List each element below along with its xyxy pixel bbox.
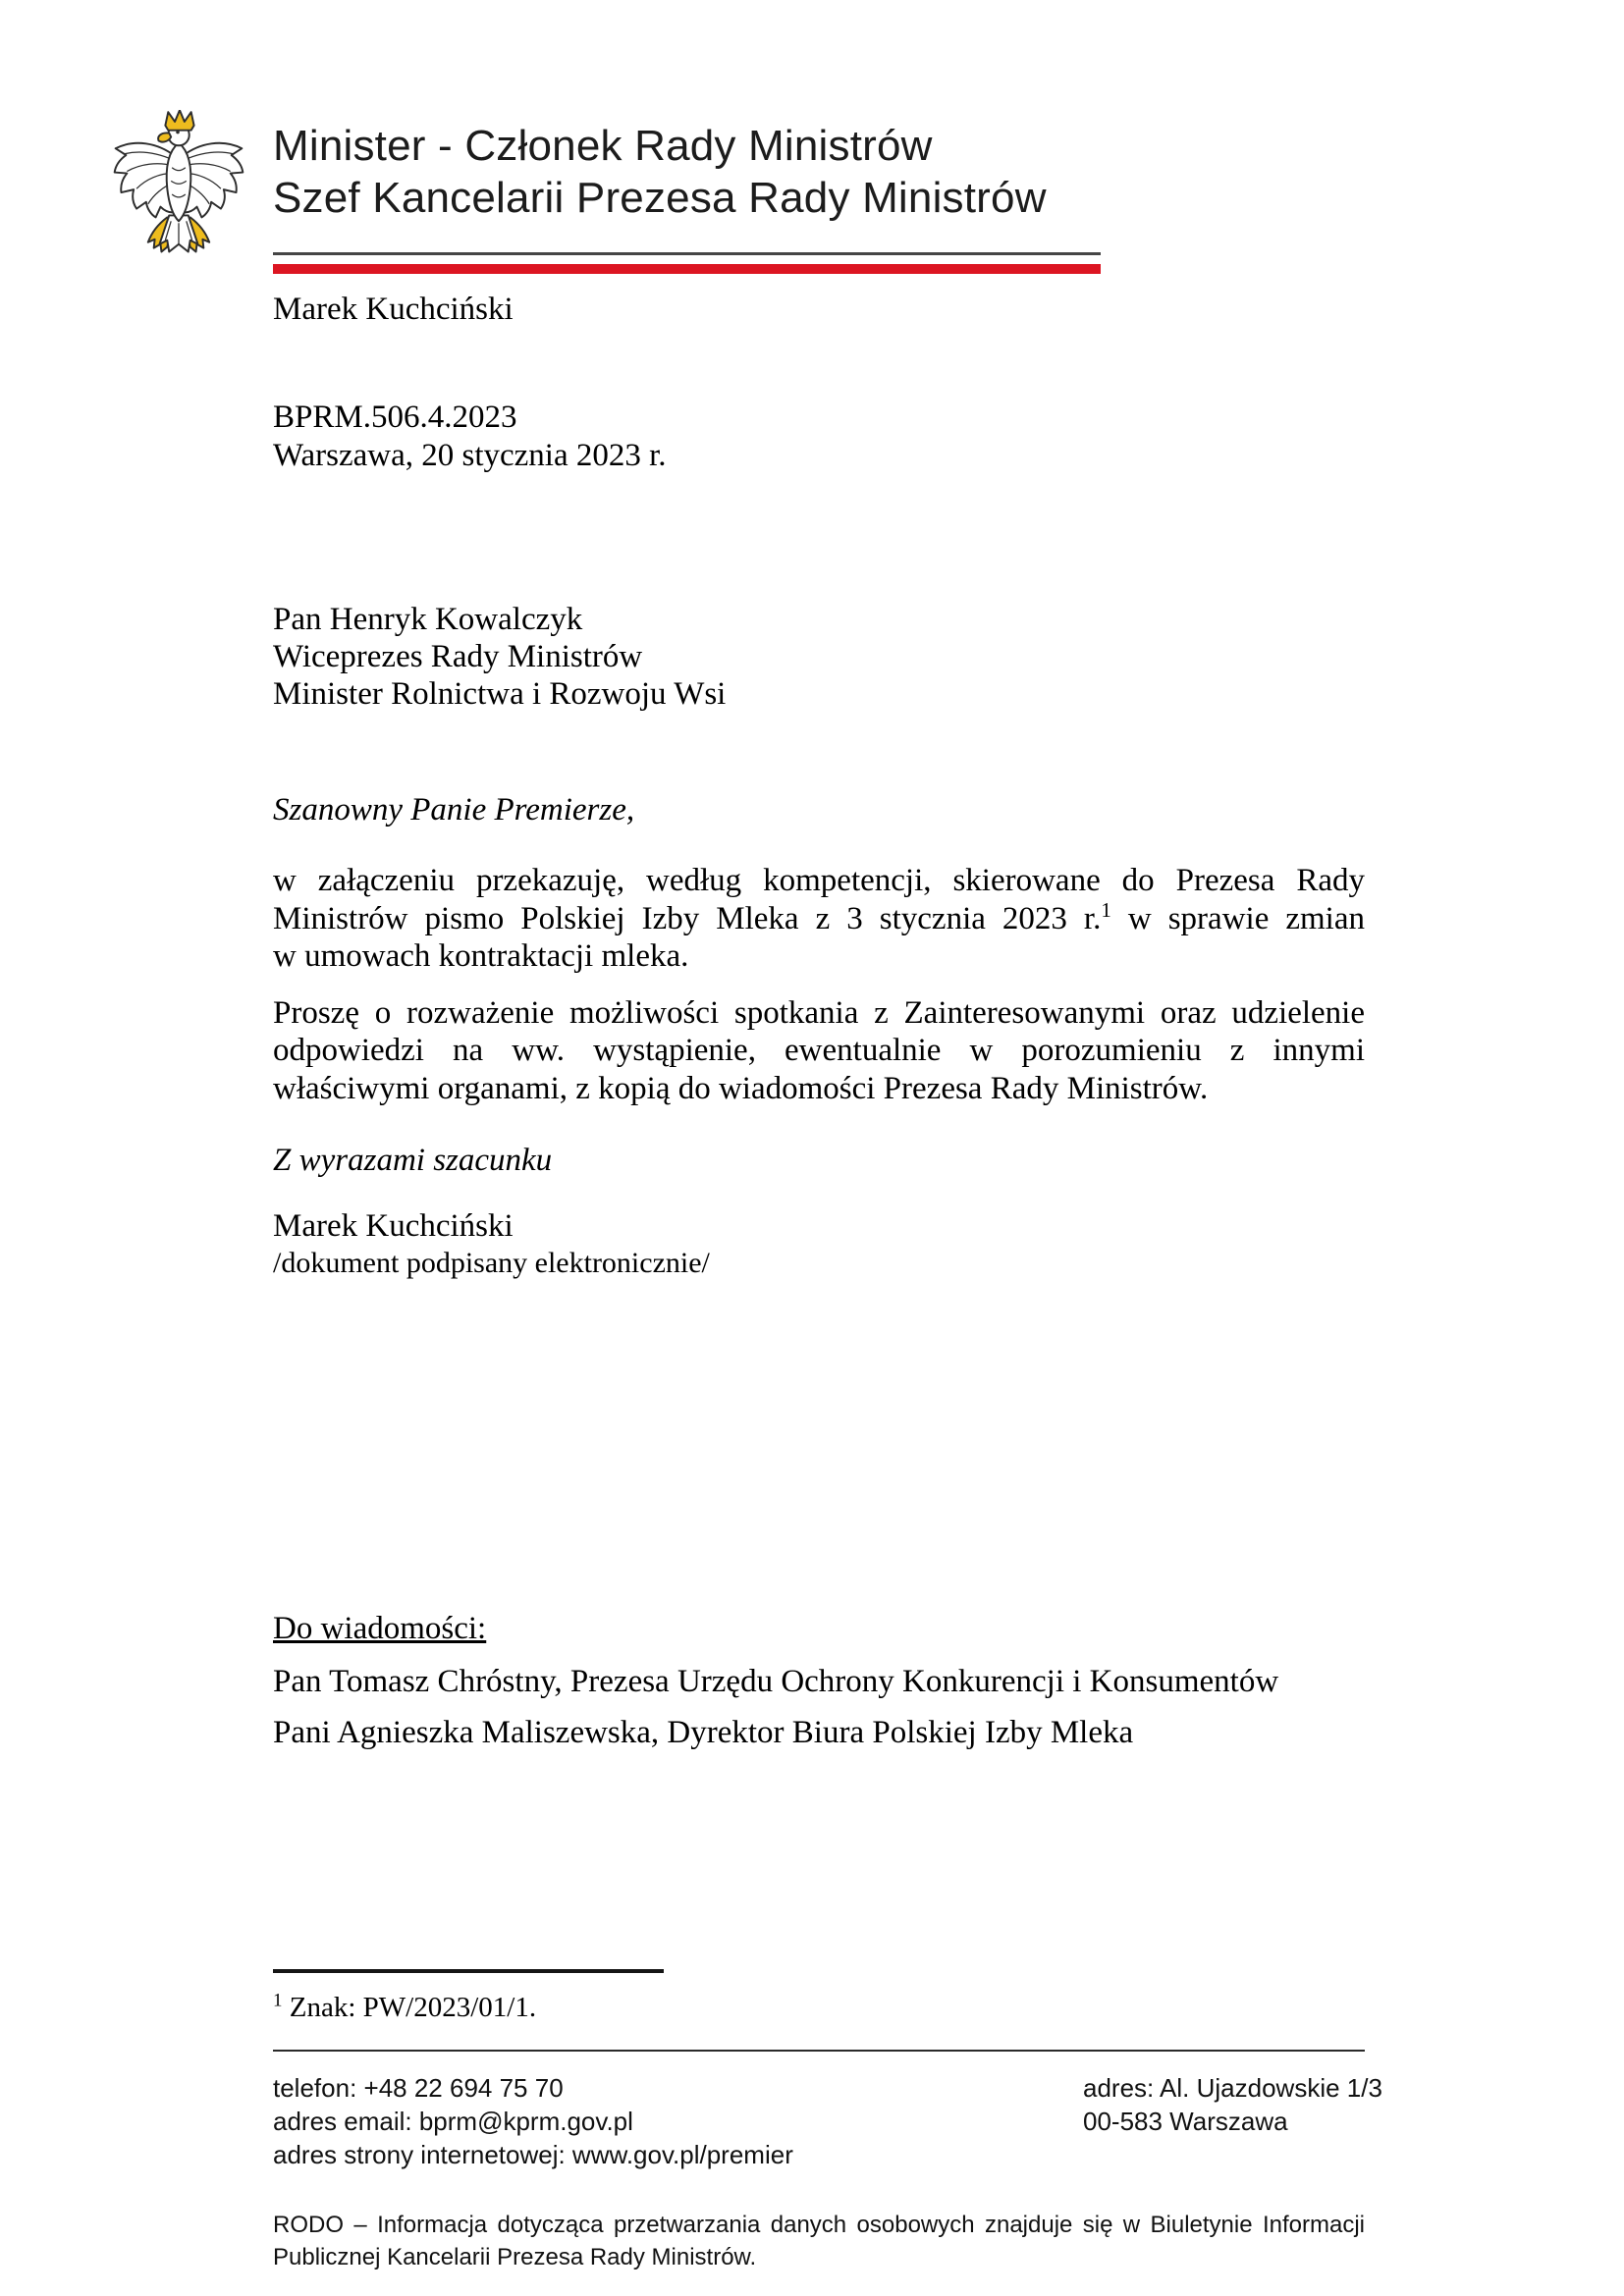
footer-email: adres email: bprm@kprm.gov.pl: [273, 2107, 633, 2136]
paragraph-1-text-cont: w sprawie zmian w umowach kontraktacji mleka.: [273, 900, 1365, 974]
sender-name: Marek Kuchciński: [273, 292, 514, 327]
footer-street: adres: Al. Ujazdowskie 1/3: [1083, 2073, 1382, 2103]
polish-eagle-emblem: [102, 110, 255, 279]
rodo-notice: RODO – Informacja dotycząca przetwarzania danych osobowych znajduje się w Biuletynie Informacji Publicznej Kancelarii Prezesa Rady Ministrów.: [273, 2212, 1365, 2270]
footer-phone: telefon: +48 22 694 75 70: [273, 2073, 564, 2103]
recipient-title-2: Minister Rolnictwa i Rozwoju Wsi: [273, 676, 727, 712]
flag-rule-dark-line: [273, 252, 1101, 255]
cc-label: Do wiadomości:: [273, 1611, 487, 1646]
letterhead-title-line2: Szef Kancelarii Prezesa Rady Ministrów: [273, 174, 1047, 222]
reference-number: BPRM.506.4.2023: [273, 400, 517, 435]
footnote: [273, 1989, 536, 2026]
footer-contact: [273, 2071, 793, 2171]
flag-rule: [273, 252, 1101, 274]
footnote-text: Znak: PW/2023/01/1.: [282, 1992, 537, 2023]
body-paragraph-2: Proszę o rozważenie możliwości spotkania z Zainteresowanymi oraz udzielenie odpowiedzi na ww. wystąpienie, ewentualnie w porozumieniu z innymi właściwymi organami, z kopią do wiadomości Prezesa Rady Ministrów.: [273, 994, 1365, 1106]
letterhead-title-line1: Minister - Członek Rady Ministrów: [273, 122, 933, 170]
body-paragraph-1: [273, 862, 1365, 976]
paragraph-1-text: w załączeniu przekazuję, według kompetencji, skierowane do Prezesa Rady Ministrów pismo Polskiej Izby Mleka z 3 stycznia 2023 r.: [273, 863, 1365, 936]
footer-city: 00-583 Warszawa: [1083, 2107, 1288, 2136]
letter-body: [273, 862, 1365, 1126]
flag-rule-red-bar: [273, 264, 1101, 274]
salutation: Szanowny Panie Premierze,: [273, 792, 635, 828]
closing-phrase: Z wyrazami szacunku: [273, 1143, 553, 1178]
reference-block: [273, 399, 667, 475]
recipient-name: Pan Henryk Kowalczyk: [273, 602, 583, 637]
cc-item-2: Pani Agnieszka Maliszewska, Dyrektor Biura Polskiej Izby Mleka: [273, 1715, 1134, 1750]
cc-block: [273, 1610, 1278, 1765]
eagle-icon: [102, 110, 255, 279]
recipient-block: [273, 601, 726, 713]
footer-website: adres strony internetowej: www.gov.pl/premier: [273, 2140, 793, 2169]
place-and-date: Warszawa, 20 stycznia 2023 r.: [273, 438, 667, 473]
footnote-reference-mark: 1: [1101, 897, 1111, 922]
cc-item-1: Pan Tomasz Chróstny, Prezesa Urzędu Ochrony Konkurencji i Konsumentów: [273, 1664, 1279, 1699]
footnote-number: 1: [273, 1990, 283, 2011]
recipient-title-1: Wiceprezes Rady Ministrów: [273, 639, 643, 674]
footer-divider: [273, 2050, 1365, 2052]
signer-name: Marek Kuchciński: [273, 1208, 514, 1244]
electronic-signature-note: /dokument podpisany elektronicznie/: [273, 1247, 710, 1279]
letterhead-title: [273, 120, 1047, 224]
footnote-divider: [273, 1969, 664, 1973]
footer-address: [1083, 2071, 1382, 2138]
